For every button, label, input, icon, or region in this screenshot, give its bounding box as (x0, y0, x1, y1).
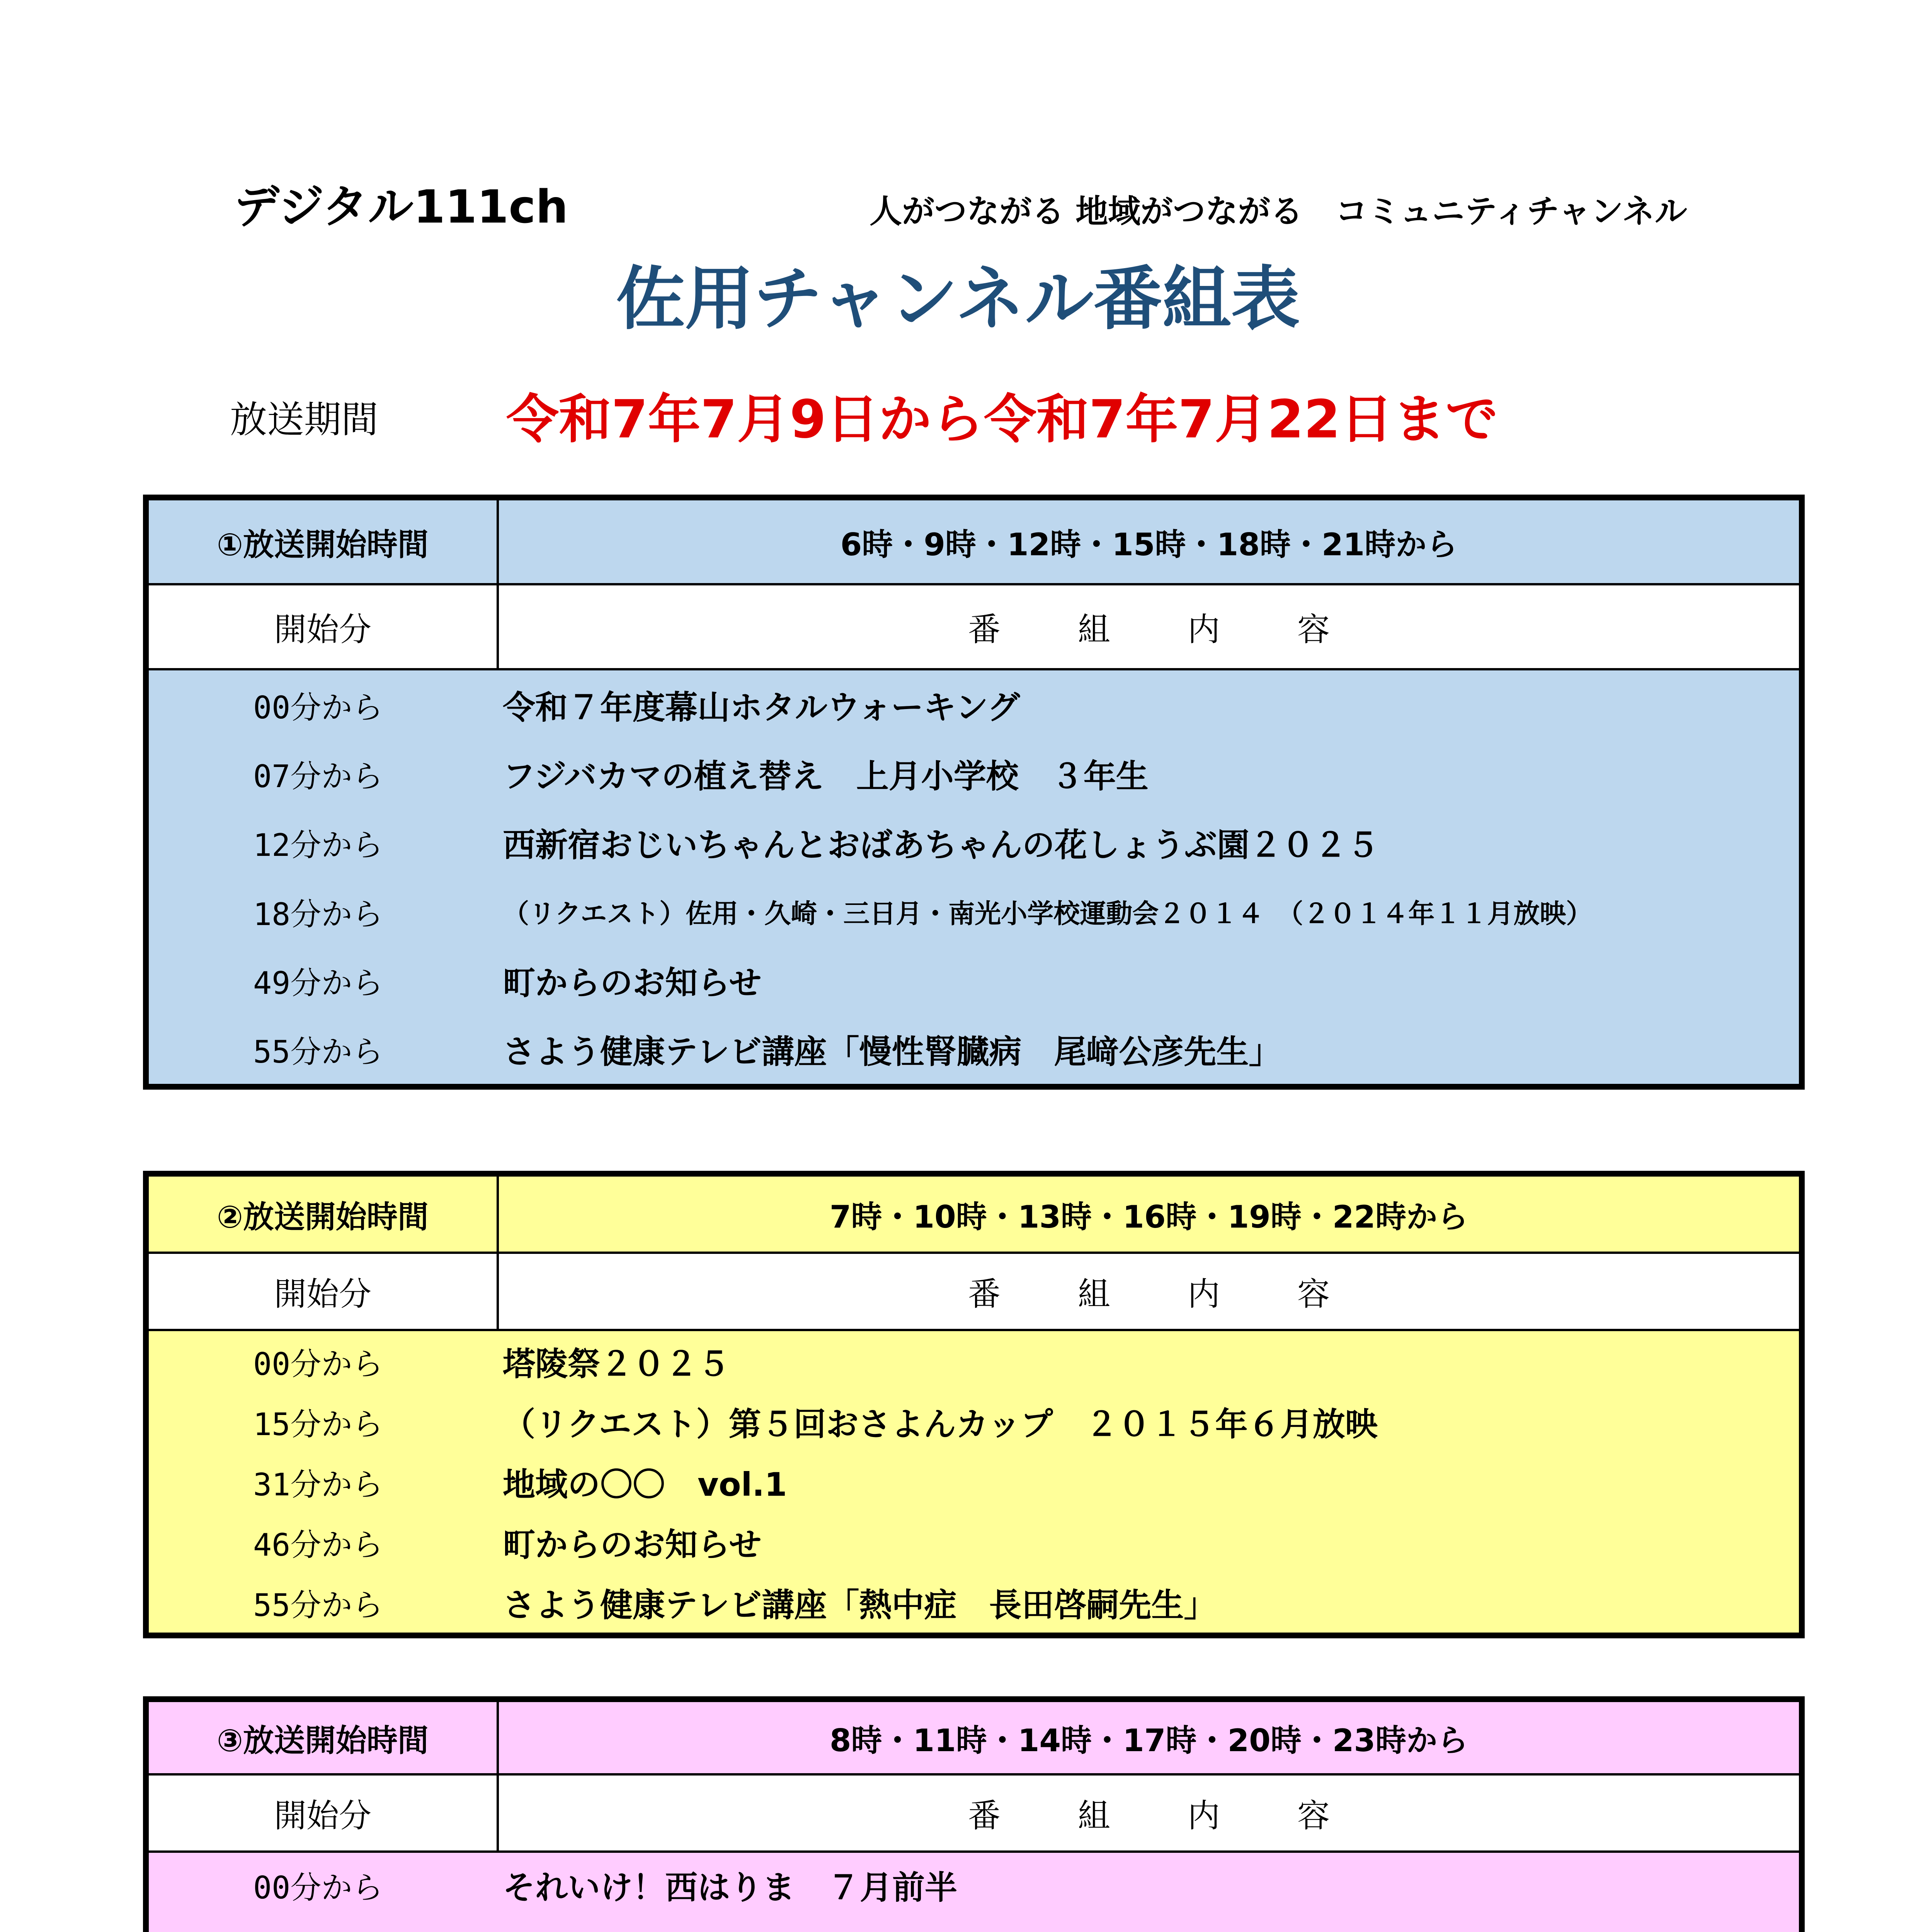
start-minute: 31分から (253, 1466, 383, 1503)
program-title: （リクエスト）第５回おさよんカップ ２０１５年６月放映 (503, 1405, 1378, 1443)
schedule-table-1 (143, 495, 1805, 1090)
program-title: 町からのお知らせ (503, 1526, 762, 1564)
program-row (149, 1853, 1799, 1917)
start-minute: 00分から (253, 1869, 383, 1906)
start-minute: 46分から (253, 1527, 383, 1563)
program-title: それいけ！西はりま ７月前半 (503, 1868, 958, 1906)
program-title: 塔陵祭２０２５ (503, 1345, 730, 1383)
start-minute-header: 開始分 (148, 1774, 498, 1852)
program-title: （リクエスト）佐用・久崎・三日月・南光小学校運動会２０１４ （２０１４年１１月放映） (503, 898, 1593, 929)
program-title (497, 1926, 990, 1932)
start-minute: 55分から (253, 1587, 383, 1623)
start-hours: 6時・9時・12時・15時・18時・21時から (498, 499, 1800, 584)
start-hours-label: ①放送開始時間 (148, 499, 498, 584)
program-content-header: 番組内容 (498, 584, 1800, 669)
program-row (149, 1015, 1799, 1084)
tagline: 人がつながる 地域がつながる コミュニティチャンネル (870, 192, 1687, 230)
program-list (149, 670, 1799, 1084)
start-minute (149, 1927, 497, 1932)
start-minute: 00分から (253, 1346, 383, 1382)
program-row (149, 1572, 1799, 1633)
channel-name: デジタル111ch (234, 180, 568, 233)
program-title: 地域の〇〇 vol.1 (503, 1465, 787, 1503)
start-minute-header: 開始分 (148, 1253, 498, 1330)
start-hours: 8時・11時・14時・17時・20時・23時から (498, 1701, 1800, 1774)
start-hours: 7時・10時・13時・16時・19時・22時から (498, 1175, 1800, 1253)
program-row (149, 670, 1799, 739)
program-row (149, 1331, 1799, 1391)
start-minute: 49分から (253, 965, 383, 1001)
start-minute: 55分から (253, 1034, 383, 1070)
program-title: さよう健康テレビ講座「熱中症 長田啓嗣先生」 (503, 1586, 1217, 1624)
program-row (149, 1391, 1799, 1452)
program-row (149, 1917, 1799, 1932)
start-minute: 07分から (253, 758, 383, 794)
program-title: 町からのお知らせ (503, 964, 762, 1002)
program-list (149, 1853, 1799, 1932)
start-minute: 00分から (253, 689, 383, 726)
start-minute: 18分から (253, 896, 383, 932)
program-title: フジバカマの植え替え 上月小学校 ３年生 (503, 757, 1149, 795)
program-title: 令和７年度幕山ホタルウォーキング (503, 688, 1020, 726)
program-title: さよう健康テレビ講座「慢性腎臓病 尾﨑公彦先生」 (503, 1033, 1281, 1071)
program-title: 西新宿おじいちゃんとおばあちゃんの花しょうぶ園２０２５ (503, 826, 1380, 864)
program-row (149, 1512, 1799, 1572)
start-minute-header: 開始分 (148, 584, 498, 669)
program-list (149, 1331, 1799, 1633)
start-minute: 15分から (253, 1406, 383, 1442)
start-minute: 12分から (253, 827, 383, 864)
period-label: 放送期間 (230, 398, 378, 441)
program-row (149, 808, 1799, 877)
program-row (149, 739, 1799, 808)
schedule-table-3 (143, 1696, 1805, 1932)
page-title: 佐用チャンネル番組表 (616, 259, 1300, 339)
program-row (149, 877, 1799, 946)
start-hours-label: ③放送開始時間 (148, 1701, 498, 1774)
program-content-header: 番組内容 (498, 1774, 1800, 1852)
program-content-header: 番組内容 (498, 1253, 1800, 1330)
period-value: 令和7年7月9日から令和7年7月22日まで (506, 389, 1498, 450)
schedule-table-2 (143, 1171, 1805, 1638)
start-hours-label: ②放送開始時間 (148, 1175, 498, 1253)
program-row (149, 1452, 1799, 1512)
program-row (149, 946, 1799, 1015)
